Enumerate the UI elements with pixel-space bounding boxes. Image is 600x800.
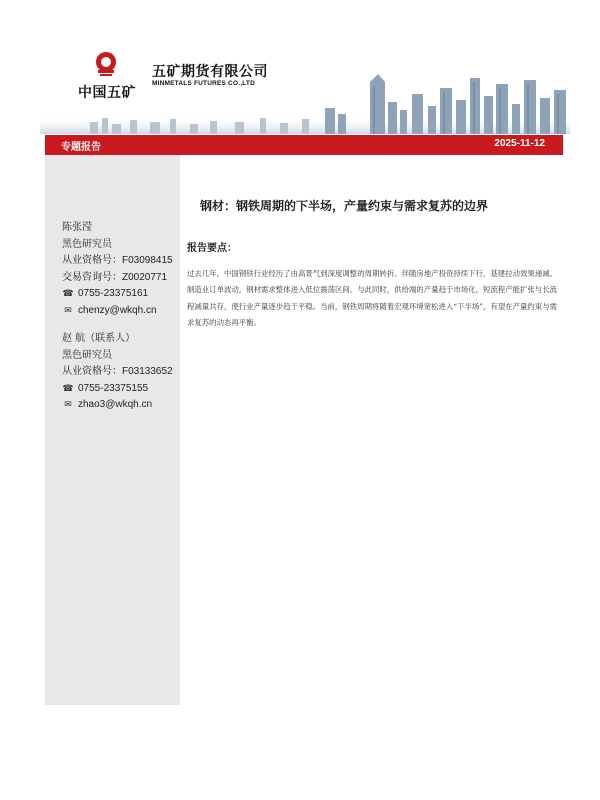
- author-license: 从业资格号：F03098415: [62, 255, 173, 266]
- phone-icon: ☎: [62, 383, 74, 394]
- author-consult-id: 交易咨询号：Z0020771: [62, 271, 168, 283]
- author-name: 赵 航（联系人）: [62, 333, 136, 344]
- author-phone: 0755-23375155: [78, 382, 149, 394]
- mail-icon: ✉: [64, 305, 72, 316]
- report-type-label: 专题报告: [61, 142, 101, 153]
- author-email[interactable]: chenzy@wkqh.cn: [78, 304, 157, 316]
- author-phone: 0755-23375161: [78, 288, 149, 299]
- author-role: 黑色研究员: [62, 349, 112, 361]
- report-header: [0, 0, 600, 135]
- mail-icon: ✉: [64, 400, 72, 410]
- author-role: 黑色研究员: [62, 238, 112, 250]
- report-summary: 过去几年，中国钢铁行业经历了由高景气到深度调整的周期转折。伴随房地产投资持续下行、基建拉动效果递减、制造业订单波动，钢材需求整体进入低位震荡区间。与此同时，供给端的产量趋于市场化，短流程产能扩张与长流程减量共存，使行业产量逐步趋于平稳。当前，钢铁周期将随着宏观环境宽松进入“下半场”，有望在产量约束与需求复苏的动态再平衡。: [187, 269, 557, 328]
- author-card: [62, 331, 173, 414]
- phone-icon: ☎: [62, 289, 74, 299]
- report-type-bar: [45, 135, 563, 155]
- report-date: 2025-11-12: [494, 138, 545, 149]
- author-email[interactable]: zhao3@wkqh.cn: [78, 399, 153, 410]
- author-card: [62, 220, 173, 319]
- company-name-cn: 五矿期货有限公司: [152, 64, 268, 80]
- author-name: 陈张滢: [62, 222, 92, 233]
- brand-name-cn: 中国五矿: [78, 85, 136, 101]
- company-name-en: MINMETALS FUTURES CO.,LTD: [152, 80, 255, 87]
- author-license: 从业资格号：F03133652: [62, 366, 173, 377]
- key-points-heading: 报告要点：: [187, 243, 237, 254]
- report-title: 钢材：钢铁周期的下半场，产量约束与需求复苏的边界: [200, 199, 489, 213]
